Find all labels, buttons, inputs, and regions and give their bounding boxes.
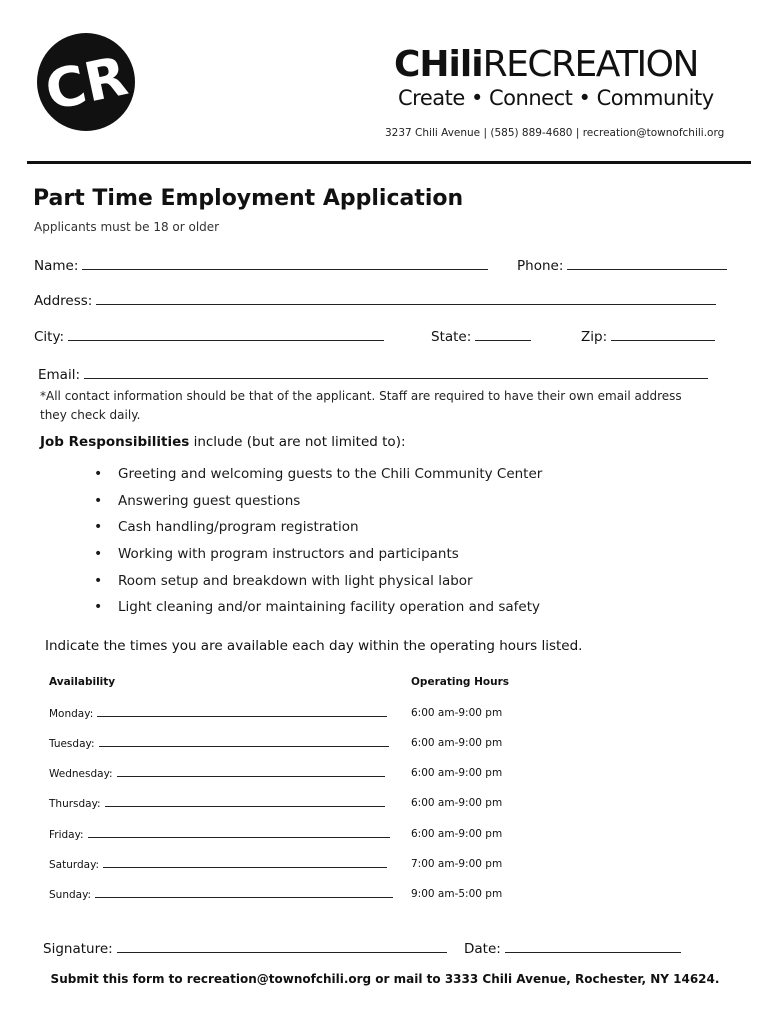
day-row[interactable] xyxy=(49,707,387,720)
list-item: • Greeting and welcoming guests to the Chili Community Center xyxy=(94,464,542,491)
day-row[interactable] xyxy=(49,888,393,901)
day-row[interactable] xyxy=(49,858,387,871)
brand-bold: CHili xyxy=(394,44,483,85)
submit-instructions: Submit this form to recreation@townofchili.org or mail to 3333 Chili Avenue, Rochester, NY 14624. xyxy=(50,972,720,986)
signature-label: Signature: xyxy=(43,941,113,957)
day-row[interactable] xyxy=(49,797,385,810)
day-blank[interactable] xyxy=(99,737,389,747)
day-blank[interactable] xyxy=(103,858,387,868)
contact-note: *All contact information should be that of the applicant. Staff are required to have their own email address they check daily. xyxy=(40,389,682,422)
name-label: Name: xyxy=(34,258,79,274)
logo-text: CR xyxy=(40,44,133,123)
job-heading-bold: Job Responsibilities xyxy=(40,434,190,450)
city-blank[interactable] xyxy=(68,328,384,341)
day-label: Saturday: xyxy=(49,859,100,871)
date-blank[interactable] xyxy=(505,940,681,953)
hours-value: 7:00 am-9:00 pm xyxy=(411,858,503,870)
day-blank[interactable] xyxy=(88,828,390,838)
job-heading-rest: include (but are not limited to): xyxy=(189,434,406,450)
signature-field[interactable] xyxy=(43,940,447,957)
job-responsibilities-heading xyxy=(40,434,406,450)
hours-value: 6:00 am-9:00 pm xyxy=(411,707,503,719)
page-title: Part Time Employment Application xyxy=(33,186,464,211)
city-field[interactable] xyxy=(34,328,384,345)
date-label: Date: xyxy=(464,941,501,957)
zip-label: Zip: xyxy=(581,329,608,345)
list-item: • Cash handling/program registration xyxy=(94,517,542,544)
list-item: • Light cleaning and/or maintaining facility operation and safety xyxy=(94,597,542,624)
day-label: Tuesday: xyxy=(49,738,95,750)
operating-hours-header: Operating Hours xyxy=(411,676,509,688)
brand-light: RECREATION xyxy=(482,44,698,85)
email-label: Email: xyxy=(38,367,81,383)
day-label: Thursday: xyxy=(49,798,101,810)
day-blank[interactable] xyxy=(95,888,393,898)
availability-instructions: Indicate the times you are available each day within the operating hours listed. xyxy=(45,638,583,654)
hours-value: 6:00 am-9:00 pm xyxy=(411,797,503,809)
email-blank[interactable] xyxy=(84,366,708,379)
hours-value: 6:00 am-9:00 pm xyxy=(411,828,503,840)
age-requirement: Applicants must be 18 or older xyxy=(34,220,220,234)
day-row[interactable] xyxy=(49,737,389,750)
state-field[interactable] xyxy=(431,328,531,345)
list-item: • Working with program instructors and participants xyxy=(94,544,542,571)
signature-blank[interactable] xyxy=(117,940,447,953)
address-field[interactable] xyxy=(34,292,716,309)
address-blank[interactable] xyxy=(96,292,716,305)
city-label: City: xyxy=(34,329,65,345)
day-blank[interactable] xyxy=(97,707,387,717)
state-label: State: xyxy=(431,329,472,345)
state-blank[interactable] xyxy=(475,328,531,341)
day-blank[interactable] xyxy=(117,767,385,777)
hours-value: 6:00 am-9:00 pm xyxy=(411,767,503,779)
day-label: Wednesday: xyxy=(49,768,113,780)
cr-logo xyxy=(36,32,136,132)
date-field[interactable] xyxy=(464,940,681,957)
hours-value: 9:00 am-5:00 pm xyxy=(411,888,503,900)
email-field[interactable] xyxy=(38,366,708,383)
phone-blank[interactable] xyxy=(567,257,727,270)
brand-name xyxy=(394,44,698,85)
name-field[interactable] xyxy=(34,257,488,274)
header-divider xyxy=(27,161,751,164)
availability-header: Availability xyxy=(49,676,116,688)
day-label: Monday: xyxy=(49,708,94,720)
phone-field[interactable] xyxy=(517,257,727,274)
zip-field[interactable] xyxy=(581,328,715,345)
address-label: Address: xyxy=(34,293,93,309)
brand-tagline: Create • Connect • Community xyxy=(398,86,714,110)
list-item: • Answering guest questions xyxy=(94,491,542,518)
day-label: Friday: xyxy=(49,829,84,841)
zip-blank[interactable] xyxy=(611,328,715,341)
contact-line: 3237 Chili Avenue | (585) 889-4680 | recreation@townofchili.org xyxy=(385,127,725,139)
day-blank[interactable] xyxy=(105,797,385,807)
phone-label: Phone: xyxy=(517,258,564,274)
day-label: Sunday: xyxy=(49,889,92,901)
day-row[interactable] xyxy=(49,828,390,841)
responsibilities-list xyxy=(94,464,542,624)
hours-value: 6:00 am-9:00 pm xyxy=(411,737,503,749)
list-item: • Room setup and breakdown with light physical labor xyxy=(94,571,542,598)
day-row[interactable] xyxy=(49,767,385,780)
name-blank[interactable] xyxy=(82,257,488,270)
